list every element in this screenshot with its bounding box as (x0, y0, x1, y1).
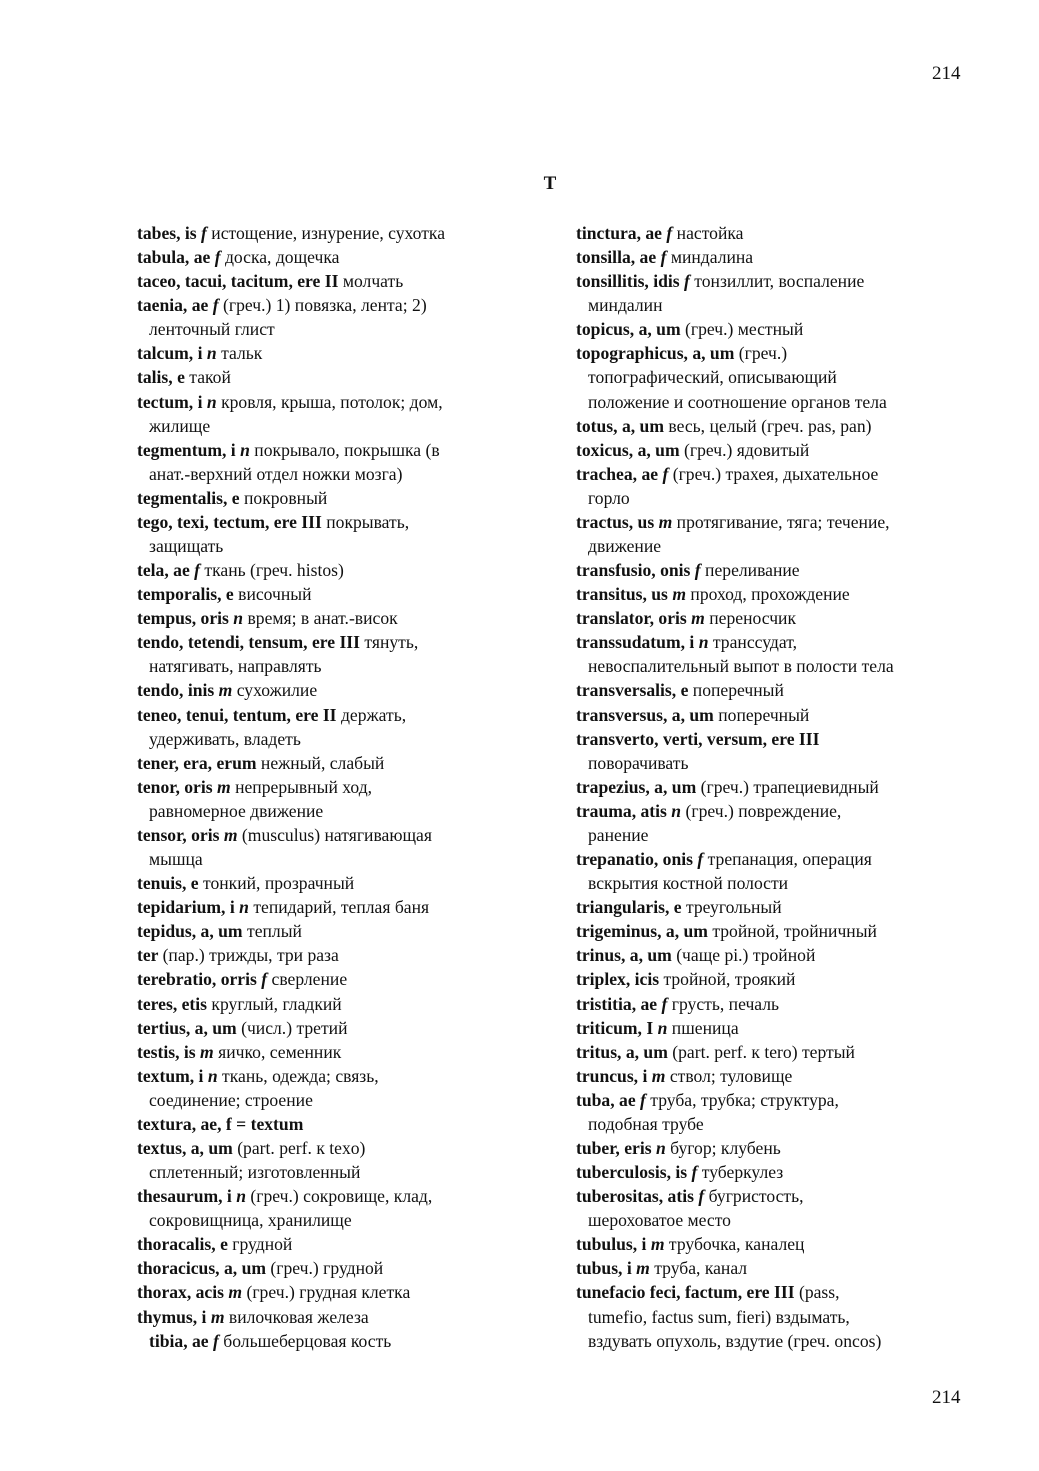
dictionary-entry: tibia, ae f большеберцовая кость (149, 1330, 392, 1351)
dictionary-entry: tritus, a, um (part. perf. к tero) тертый (576, 1041, 855, 1062)
dictionary-entry: thorax, acis m (греч.) грудная клетка (137, 1282, 411, 1303)
entry-continuation: равномерное движение (149, 800, 324, 821)
dictionary-entry: tuba, ae f труба, трубка; структура, (576, 1089, 839, 1110)
entry-continuation: вздувать опухоль, вздутие (греч. oncos) (588, 1330, 882, 1351)
dictionary-entry: transverto, verti, versum, ere III (576, 728, 820, 749)
dictionary-entry: tertius, a, um (числ.) третий (137, 1017, 348, 1038)
dictionary-entry: tego, texi, tectum, ere III покрывать, (137, 511, 410, 532)
dictionary-entry: trepanatio, onis f трепанация, операция (576, 849, 872, 870)
dictionary-entry: trigeminus, a, um тройной, тройничный (576, 921, 877, 942)
dictionary-entry: thymus, i m вилочковая железа (137, 1306, 369, 1327)
dictionary-entry: textura, ae, f = textum (137, 1113, 304, 1134)
section-letter: T (543, 173, 557, 194)
entry-continuation: сокровищница, хранилище (149, 1210, 352, 1231)
dictionary-entry: tepidarium, i n тепидарий, теплая баня (137, 897, 430, 918)
left-column (137, 221, 557, 1353)
dictionary-entry: transsudatum, i n транссудат, (576, 632, 797, 653)
dictionary-entry: tuberositas, atis f бугристость, (576, 1186, 804, 1207)
entry-continuation: положение и соотношение органов тела (588, 391, 887, 412)
dictionary-entry: tractus, us m протягивание, тяга; течение, (576, 511, 890, 532)
dictionary-entry: taenia, ae f (греч.) 1) повязка, лента; 2) (137, 295, 427, 316)
dictionary-entry: teres, etis круглый, гладкий (137, 993, 342, 1014)
dictionary-entry: tabula, ae f доска, дощечка (137, 247, 340, 268)
entry-continuation: невоспалительный выпот в полости тела (588, 656, 894, 677)
dictionary-entry: taceo, tacui, tacitum, ere II молчать (137, 271, 404, 292)
dictionary-entry: tegmentalis, e покровный (137, 487, 328, 508)
entry-continuation: ранение (588, 824, 649, 845)
dictionary-entry: transversalis, e поперечный (576, 680, 784, 701)
entry-continuation: движение (588, 536, 662, 557)
dictionary-entry: tendo, tetendi, tensum, ere III тянуть, (137, 632, 419, 653)
dictionary-entry: textus, a, um (part. perf. к texo) (137, 1137, 366, 1158)
entry-continuation: шероховатое место (588, 1210, 731, 1231)
dictionary-entry: thoracalis, e грудной (137, 1234, 293, 1255)
dictionary-entry: tinctura, ae f настойка (576, 223, 744, 243)
entry-continuation: жилище (149, 415, 211, 436)
dictionary-entry: tendo, inis m сухожилие (137, 680, 318, 701)
dictionary-entry: tubulus, i m трубочка, каналец (576, 1234, 805, 1255)
dictionary-entry: triplex, icis тройной, троякий (576, 969, 796, 990)
entry-continuation: топографический, описывающий (588, 367, 837, 388)
dictionary-entry: talcum, i n тальк (137, 343, 263, 364)
entry-continuation: мышца (149, 849, 203, 870)
dictionary-entry: tristitia, ae f грусть, печаль (576, 993, 780, 1014)
entry-continuation: сплетенный; изготовленный (149, 1162, 361, 1183)
dictionary-entry: topicus, a, um (греч.) местный (576, 319, 804, 340)
dictionary-entry: totus, a, um весь, целый (греч. pas, pan) (576, 415, 872, 436)
dictionary-entry: tuberculosis, is f туберкулез (576, 1162, 784, 1183)
entry-continuation: удерживать, владеть (149, 728, 301, 749)
entry-continuation: натягивать, направлять (149, 656, 322, 677)
dictionary-entry: terebratio, orris f сверление (137, 969, 348, 990)
entry-continuation: анат.-верхний отдел ножки мозга) (149, 463, 403, 484)
dictionary-entry: tempus, oris n время; в анат.-висок (137, 608, 398, 629)
entry-continuation: подобная трубе (588, 1113, 704, 1134)
entry-continuation: поворачивать (588, 752, 689, 773)
entry-continuation: вскрытия костной полости (588, 873, 789, 894)
dictionary-entry: triangularis, e треугольный (576, 897, 782, 918)
dictionary-entry: temporalis, e височный (137, 584, 312, 605)
dictionary-entry: testis, is m яичко, семенник (137, 1041, 342, 1062)
entry-continuation: соединение; строение (149, 1089, 313, 1110)
entry-continuation: горло (588, 487, 630, 508)
dictionary-entry: trinus, a, um (чаще pi.) тройной (576, 945, 816, 966)
dictionary-entry: tegmentum, i n покрывало, покрышка (в (137, 439, 440, 460)
dictionary-entry: tener, era, erum нежный, слабый (137, 752, 385, 773)
entry-continuation: tumefio, factus sum, fieri) вздымать, (588, 1306, 850, 1327)
dictionary-entry: tabes, is f истощение, изнурение, сухотка (137, 223, 446, 243)
dictionary-entry: tenor, oris m непрерывный ход, (137, 776, 373, 797)
dictionary-entry: topographicus, a, um (греч.) (576, 343, 788, 364)
dictionary-entry: tepidus, a, um теплый (137, 921, 302, 942)
dictionary-entry: tonsilla, ae f миндалина (576, 247, 754, 268)
dictionary-entry: thesaurum, i n (греч.) сокровище, клад, (137, 1186, 433, 1207)
dictionary-entry: trapezius, a, um (греч.) трапециевидный (576, 776, 879, 797)
dictionary-entry: tunefacio feci, factum, ere III (pass, (576, 1282, 840, 1303)
dictionary-entry: toxicus, a, um (греч.) ядовитый (576, 439, 810, 460)
dictionary-entry: tubus, i m труба, канал (576, 1258, 748, 1279)
page-number-top: 214 (932, 63, 961, 84)
dictionary-entry: translator, oris m переносчик (576, 608, 797, 629)
entry-continuation: защищать (149, 536, 224, 557)
dictionary-entry: tensor, oris m (musculus) натягивающая (137, 824, 432, 845)
dictionary-entry: textum, i n ткань, одежда; связь, (137, 1065, 379, 1086)
page-number-bottom: 214 (932, 1387, 961, 1408)
dictionary-entry: truncus, i m ствол; туловище (576, 1065, 793, 1086)
dictionary-entry: thoracicus, a, um (греч.) грудной (137, 1258, 384, 1279)
entry-continuation: ленточный глист (149, 319, 275, 340)
dictionary-entry: tuber, eris n бугор; клубень (576, 1137, 781, 1158)
dictionary-entry: trachea, ae f (греч.) трахея, дыхательное (576, 463, 879, 484)
dictionary-entry: tonsillitis, idis f тонзиллит, воспаление (576, 271, 865, 292)
dictionary-entry: tela, ae f ткань (греч. histos) (137, 560, 344, 581)
right-column (576, 221, 966, 1353)
dictionary-entry: tenuis, e тонкий, прозрачный (137, 873, 355, 894)
entry-continuation: миндалин (588, 295, 663, 316)
dictionary-entry: transitus, us m проход, прохождение (576, 584, 850, 605)
dictionary-entry: teneo, tenui, tentum, ere II держать, (137, 704, 407, 725)
dictionary-entry: trauma, atis n (греч.) повреждение, (576, 800, 842, 821)
dictionary-entry: tectum, i n кровля, крыша, потолок; дом, (137, 391, 443, 412)
dictionary-entry: talis, e такой (137, 367, 231, 388)
dictionary-entry: transfusio, onis f переливание (576, 560, 800, 581)
dictionary-entry: ter (пар.) трижды, три раза (137, 945, 339, 966)
dictionary-entry: transversus, a, um поперечный (576, 704, 810, 725)
dictionary-entry: triticum, I n пшеница (576, 1017, 739, 1038)
